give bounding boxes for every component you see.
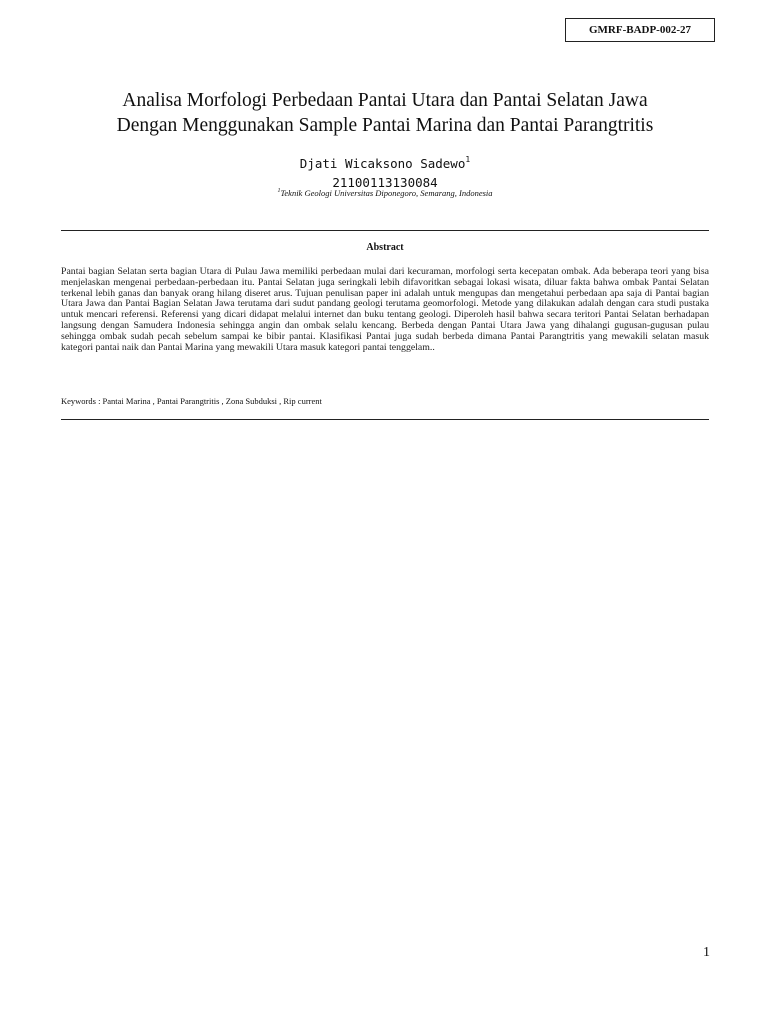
author-student-id: 21100113130084 <box>332 175 438 190</box>
author-name: Djati Wicaksono Sadewo <box>299 156 466 171</box>
top-divider <box>61 230 709 231</box>
abstract-heading: Abstract <box>366 242 404 253</box>
bottom-divider <box>61 419 709 420</box>
keywords: Keywords : Pantai Marina , Pantai Parangtritis , Zona Subduksi , Rip current <box>61 396 322 406</box>
page-number: 1 <box>703 945 710 960</box>
title-line-2: Dengan Menggunakan Sample Pantai Marina dan Pantai Parangtritis <box>116 115 654 136</box>
title-line-1: Analisa Morfologi Perbedaan Pantai Utara dan Pantai Selatan Jawa <box>122 90 648 111</box>
affiliation-text: Teknik Geologi Universitas Diponegoro, Semarang, Indonesia <box>280 188 493 198</box>
affiliation <box>40 188 730 198</box>
document-code-box <box>565 18 715 42</box>
affiliation-mark: 1 <box>277 188 281 194</box>
author-line <box>40 150 730 173</box>
author-affiliation-mark: 1 <box>465 155 471 164</box>
document-code: GMRF-BADP-002-27 <box>588 24 692 36</box>
paper-title <box>40 88 730 138</box>
abstract-body: Pantai bagian Selatan serta bagian Utara di Pulau Jawa memiliki perbedaan mulai dari kecuraman, morfologi serta kecepatan ombak. Ada beberapa teori yang bisa menjelaskan mengenai perbedaan-perbedaan itu. Pantai Selatan juga seringkali lebih difavoritkan sebagai lokasi wisata, diluar fakta bahwa ombak Pantai Selatan terkenal lebih ganas dan banyak orang hilang diseret arus. Tujuan penulisan paper ini adalah untuk mengupas dan mengetahui perbedaan apa saja di Pantai bagian Utara Jawa dan Pantai Bagian Selatan Jawa terutama dari sudut pandang geologi terutama geomorfologi. Metode yang dilakukan adalah dengan cara studi pustaka untuk mencari referensi. Referensi yang dicari didapat melalui internet dan buku tentang geologi. Diperoleh hasil bahwa secara teritori Pantai Selatan berhadapan langsung dengan Samudera Indonesia sehingga angin dan ombak selalu kencang. Berbeda dengan Pantai Utara Jawa yang dihalangi gugusan-gugusan pulau sehingga ombak sudah pecah sebelum sampai ke bibir pantai. Klasifikasi Pantai juga sudah berbeda dimana Pantai Parangtritis yang mewakili selatan masuk kategori pantai naik dan Pantai Marina yang mewakili Utara masuk kategori pantai tenggelam.. <box>61 266 709 353</box>
author-block <box>40 150 730 192</box>
